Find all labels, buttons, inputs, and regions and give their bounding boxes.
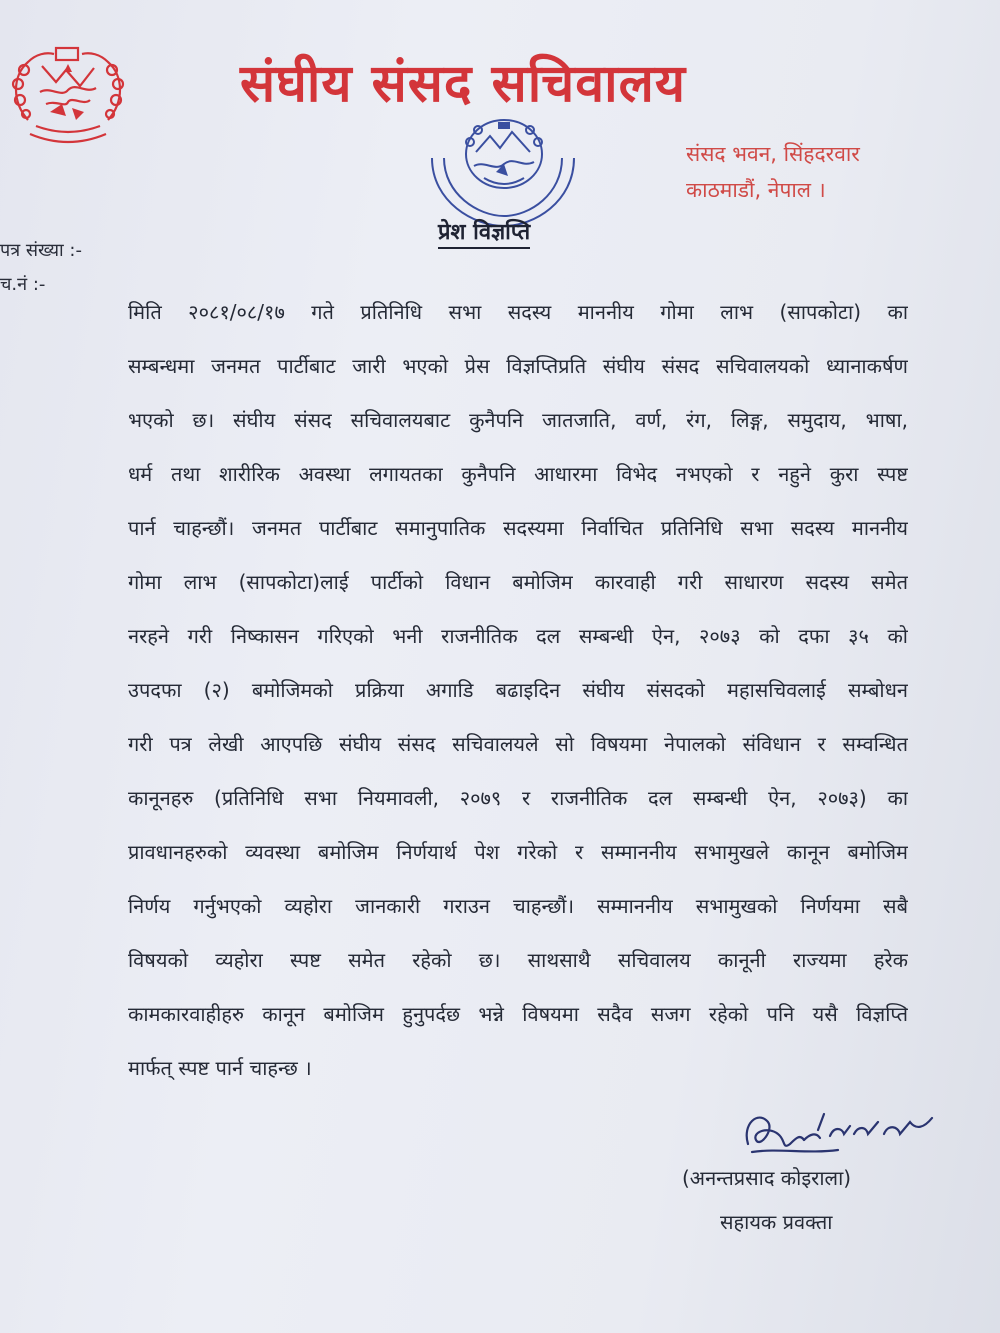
body-line: कानूनहरु (प्रतिनिधि सभा नियमावली, २०७९ र राजनीतिक दल सम्बन्धी ऐन, २०७३) का xyxy=(128,786,908,810)
body-line: पार्न चाहन्छौं। जनमत पार्टीबाट समानुपातिक सदस्यमा निर्वाचित प्रतिनिधि सभा सदस्य माननीय xyxy=(128,516,908,540)
secretariat-name: संघीय संसद सचिवालय xyxy=(240,54,687,114)
dispatch-number-label: च.नं :- xyxy=(0,274,46,295)
nepal-emblem-icon xyxy=(6,42,130,154)
address-block xyxy=(686,136,860,208)
body-line: विषयको व्यहोरा स्पष्ट समेत रहेको छ। साथसाथै सचिवालय कानूनी राज्यमा हरेक xyxy=(128,948,908,972)
body-line: निर्णय गर्नुभएको व्यहोरा जानकारी गराउन चाहन्छौं। सम्माननीय सभामुखको निर्णयमा सबै xyxy=(128,894,908,918)
body-line: गोमा लाभ (सापकोटा)लाई पार्टीको विधान बमोजिम कारवाही गरी साधारण सदस्य समेत xyxy=(128,570,908,594)
body-line: उपदफा (२) बमोजिमको प्रक्रिया अगाडि बढाइदिन संघीय संसदको महासचिवलाई सम्बोधन xyxy=(128,678,908,702)
body-line: नरहने गरी निष्कासन गरिएको भनी राजनीतिक दल सम्बन्धी ऐन, २०७३ को दफा ३५ को xyxy=(128,624,908,648)
body-line: मार्फत् स्पष्ट पार्न चाहन्छ । xyxy=(128,1056,312,1080)
document-heading: प्रेश विज्ञप्ति xyxy=(438,216,530,249)
body-line: सम्बन्धमा जनमत पार्टीबाट जारी भएको प्रेस विज्ञप्तिप्रति संघीय संसद सचिवालयको ध्यानाकर्षण xyxy=(128,354,908,378)
press-release-body xyxy=(128,298,908,1108)
body-line: कामकारवाहीहरु कानून बमोजिम हुनुपर्दछ भन्ने विषयमा सदैव सजग रहेको पनि यसै विज्ञप्ति xyxy=(128,1002,908,1026)
signatory-title: सहायक प्रवक्ता xyxy=(720,1210,833,1234)
address-line-2: काठमाडौं, नेपाल । xyxy=(686,178,826,202)
address-line-1: संसद भवन, सिंहदरवार xyxy=(686,142,860,166)
body-line: मिति २०८१/०८/१७ गते प्रतिनिधि सभा सदस्य माननीय गोमा लाभ (सापकोटा) का xyxy=(128,300,908,324)
body-line: गरी पत्र लेखी आएपछि संघीय संसद सचिवालयले सो विषयमा नेपालको संविधान र सम्वन्धित xyxy=(128,732,908,756)
body-line: धर्म तथा शारीरिक अवस्था लगायतका कुनैपनि आधारमा विभेद नभएको र नहुने कुरा स्पष्ट xyxy=(128,462,908,486)
letter-number-label: पत्र संख्या :- xyxy=(0,240,82,261)
body-line: प्रावधानहरुको व्यवस्था बमोजिम निर्णयार्थ पेश गरेको र सम्माननीय सभामुखले कानून बमोजिम xyxy=(128,840,908,864)
secretariat-seal-icon xyxy=(418,112,588,232)
signatory-name: (अनन्तप्रसाद कोइराला) xyxy=(682,1166,852,1190)
body-line: भएको छ। संघीय संसद सचिवालयबाट कुनैपनि जातजाति, वर्ण, रंग, लिङ्ग, समुदाय, भाषा, xyxy=(128,408,908,432)
